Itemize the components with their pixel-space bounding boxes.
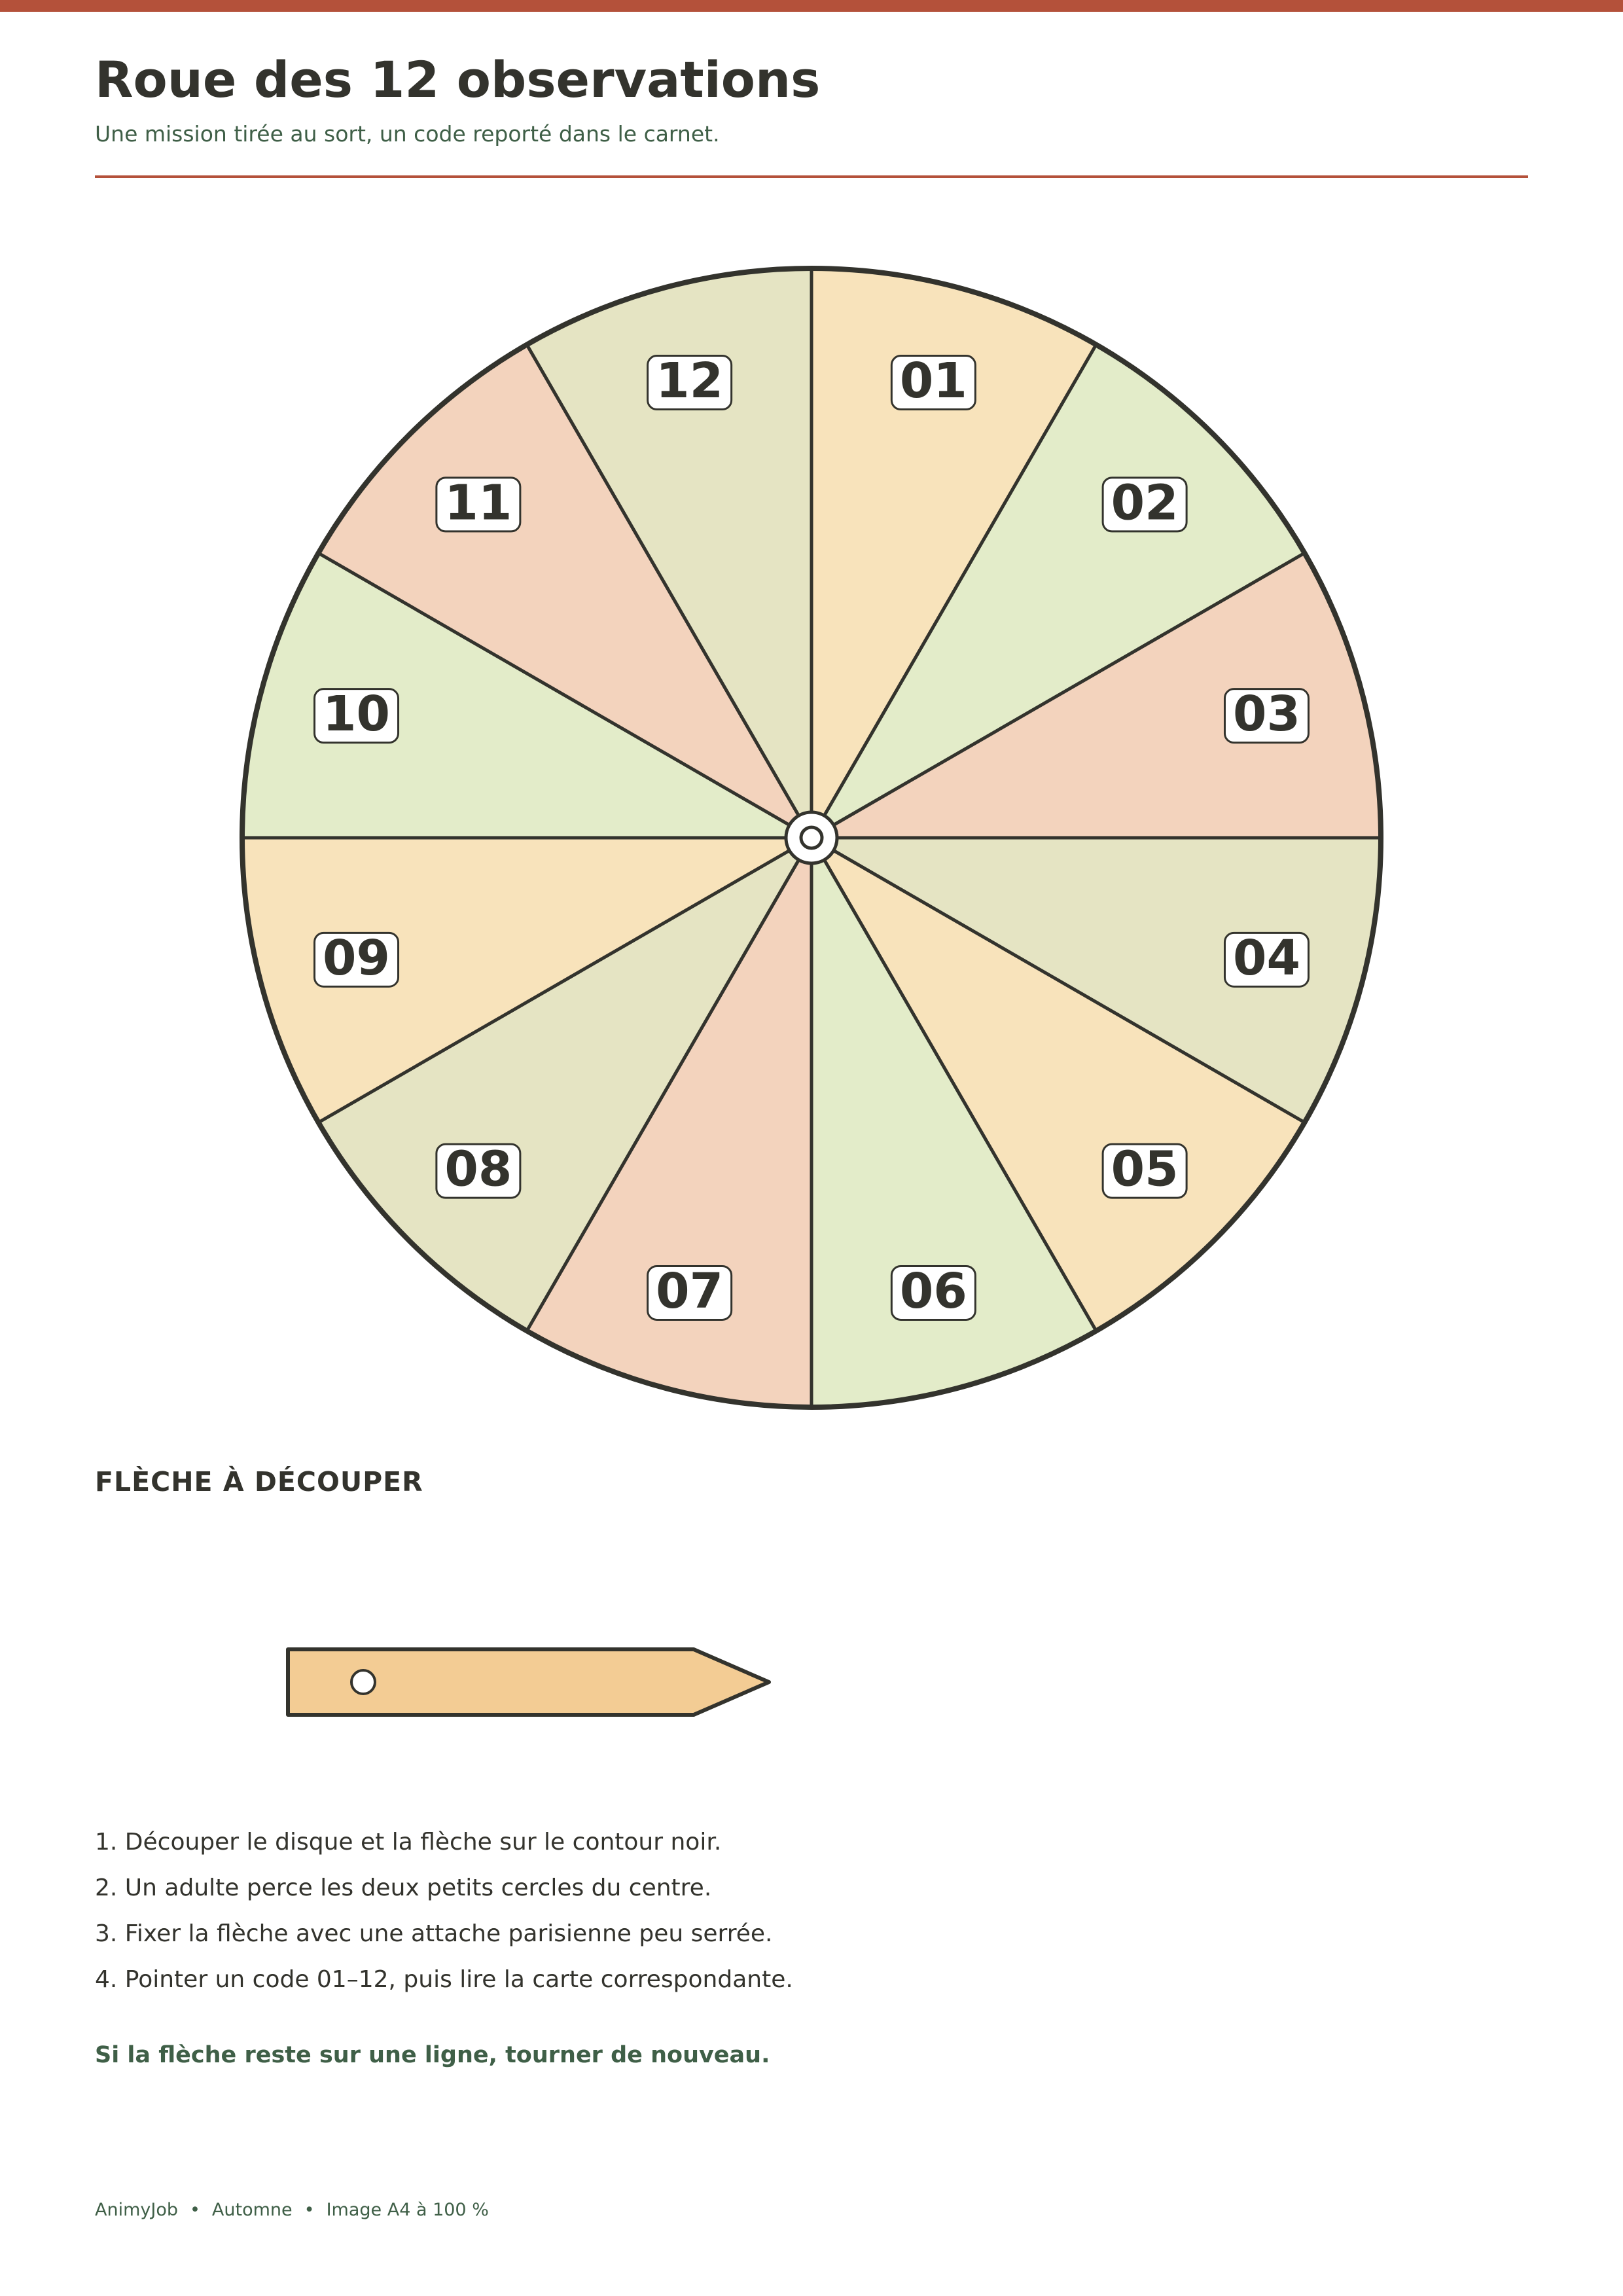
wheel-center-hole <box>801 827 822 848</box>
tip-note: Si la flèche reste sur une ligne, tourner de nouveau. <box>95 2042 770 2068</box>
page-footer <box>95 2196 489 2225</box>
footer-print-note: Image A4 à 100 % <box>326 2200 489 2220</box>
instruction-step: 3. Fixer la flèche avec une attache parisienne peu serrée. <box>95 1920 773 1947</box>
wheel-code-text: 08 <box>444 1141 512 1198</box>
wheel-code-text: 11 <box>444 475 512 531</box>
wheel-code-text: 02 <box>1111 475 1179 531</box>
page-subtitle: Une mission tirée au sort, un code reporté dans le carnet. <box>95 121 720 147</box>
instruction-step: 2. Un adulte perce les deux petits cercles du centre. <box>95 1874 712 1901</box>
wheel-code-text: 10 <box>323 686 391 743</box>
instruction-step: 1. Découper le disque et la flèche sur le contour noir. <box>95 1829 722 1856</box>
wheel-label-07 <box>648 1263 732 1320</box>
footer-separator: • <box>304 2200 315 2220</box>
footer-brand: AnimyJob <box>95 2200 178 2220</box>
wheel-label-10 <box>315 686 399 743</box>
wheel-code-text: 01 <box>899 353 967 410</box>
wheel-label-11 <box>437 475 520 531</box>
page-title: Roue des 12 observations <box>95 50 821 109</box>
wheel-label-05 <box>1103 1141 1186 1198</box>
cutout-arrow <box>275 1636 785 1728</box>
footer-season: Automne <box>211 2200 293 2220</box>
wheel-code-text: 09 <box>323 929 391 986</box>
wheel-code-text: 06 <box>899 1263 967 1319</box>
wheel-label-09 <box>315 930 399 987</box>
arrow-pivot-hole <box>351 1670 375 1694</box>
wheel-label-06 <box>891 1263 975 1320</box>
wheel-label-08 <box>437 1141 520 1198</box>
wheel-label-12 <box>648 353 732 410</box>
wheel-code-text: 04 <box>1232 929 1300 986</box>
footer-separator: • <box>189 2200 200 2220</box>
wheel-label-04 <box>1224 930 1308 987</box>
wheel-label-03 <box>1224 686 1308 743</box>
wheel-code-text: 07 <box>656 1263 724 1319</box>
instructions-list <box>95 1820 793 2003</box>
wheel-code-text: 03 <box>1232 686 1300 743</box>
wheel-label-01 <box>891 353 975 410</box>
wheel-code-text: 05 <box>1111 1141 1179 1198</box>
wheel-code-text: 12 <box>656 353 724 410</box>
instruction-step: 4. Pointer un code 01–12, puis lire la carte correspondante. <box>95 1966 793 1993</box>
wheel-label-02 <box>1103 475 1186 531</box>
arrow-section-title: FLÈCHE À DÉCOUPER <box>95 1466 423 1498</box>
